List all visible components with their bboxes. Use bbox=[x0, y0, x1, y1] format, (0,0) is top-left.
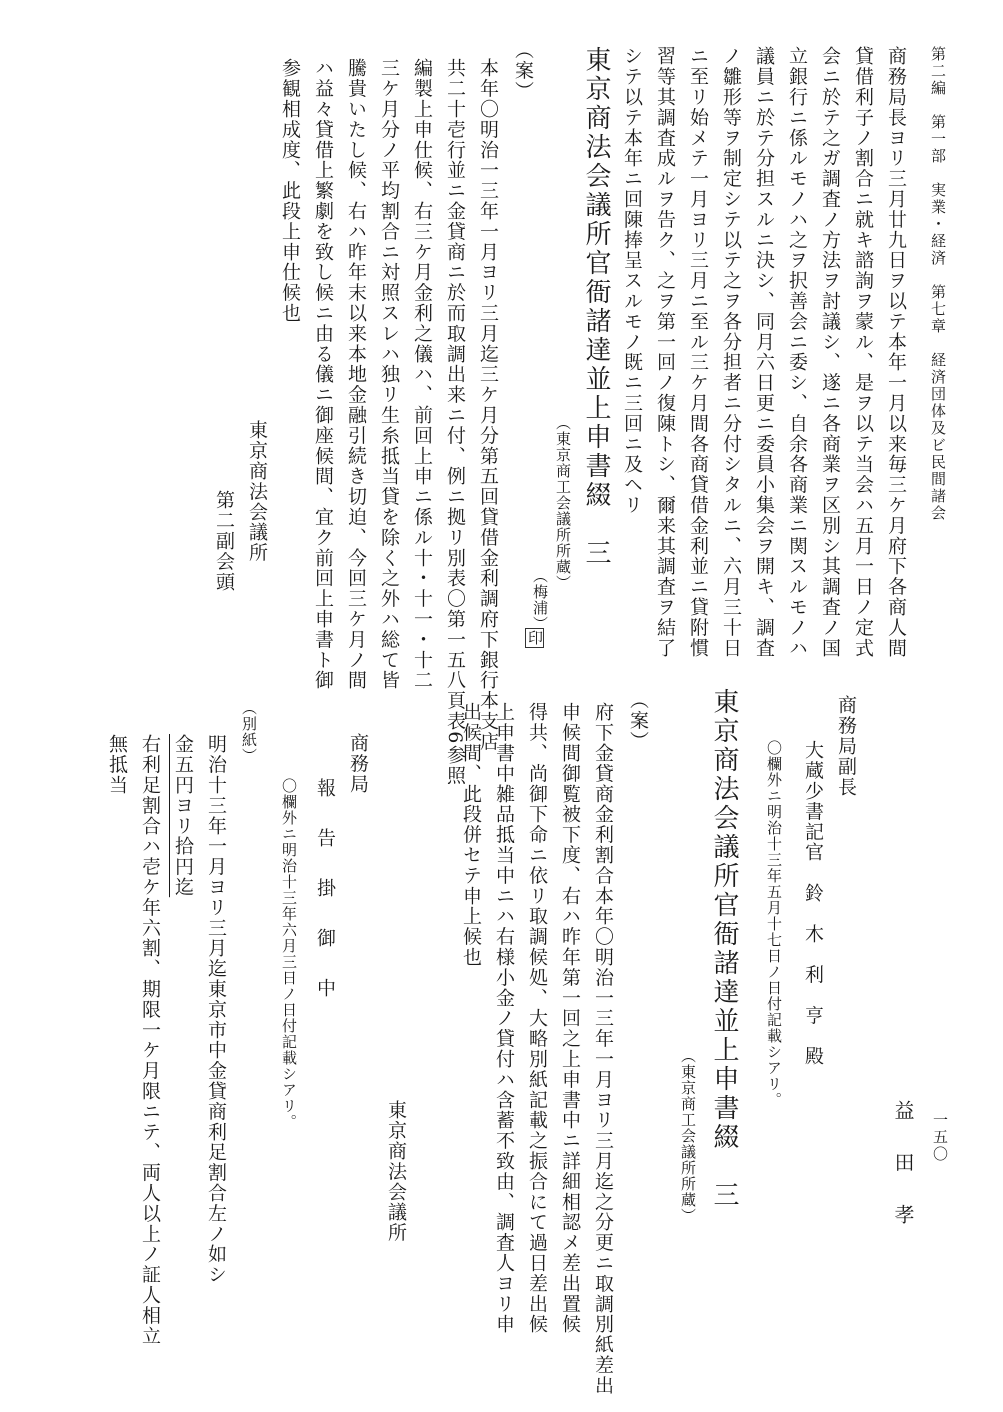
addressee-name: 大蔵少書記官 鈴 木 利 亨 殿 bbox=[802, 740, 824, 1067]
body-line: 本年〇明治一三年一月ヨリ三月迄三ケ月分第五回貸借金利調府下銀行本支店 bbox=[477, 58, 499, 752]
running-title: 第二編 第一部 実業・経済 第七章 経済団体及ビ民間諸会 bbox=[929, 46, 947, 522]
body-line: ハ益々貸借上繁劇を致し候ニ由る儀ニ御座候間、宜ク前回上申書ト御 bbox=[312, 58, 334, 691]
body-line: 府下金貸商金利割合本年〇明治一三年一月ヨリ三月迄之分更ニ取調別紙差出 bbox=[592, 702, 614, 1396]
intro-line: 立銀行ニ係ルモノハ之ヲ択善会ニ委シ、自余各商業ニ関スルモノハ bbox=[786, 46, 808, 658]
intro-line: 商務局長ヨリ三月廿九日ヲ以テ本年一月以来毎三ケ月府下各商人間 bbox=[885, 46, 907, 658]
seal-mark: 印 bbox=[526, 630, 544, 646]
body-line: 上申書中雑品抵当中ニハ右様小金ノ貸付ハ含蓄不致由、調査人ヨリ申 bbox=[493, 702, 515, 1335]
attachment-line: 金五円ヨリ拾円迄 bbox=[172, 734, 194, 898]
body-line: 出候間、此段併セテ申上候也 bbox=[460, 702, 482, 968]
body-line: 共二十壱行並ニ金貸商ニ於而取調出来ニ付、例ニ拠リ別表〇第一五八頁表6参照 bbox=[444, 58, 466, 786]
intro-line: ニ至リ始メテ一月ヨリ三月ニ至ル三ケ月間各商貸借金利並ニ貸附慣 bbox=[687, 46, 709, 658]
body-line: 騰貴いたし候、右ハ昨年末以来本地金融引続き切迫、今回三ケ月ノ間 bbox=[345, 58, 367, 691]
body-line: 得共、尚御下命ニ依リ取調候処、大略別紙記載之振合にて過日差出候 bbox=[526, 702, 548, 1335]
recipient-office: 商務局 bbox=[347, 733, 369, 795]
draft-mark: （案） bbox=[512, 40, 534, 102]
page-number: 一五〇 bbox=[931, 1112, 949, 1163]
attachment-line: 右利足割合ハ壱ケ年六割、期限一ケ月限ニテ、両人以上ノ証人相立 bbox=[139, 734, 161, 1346]
addressee-title: 商務局副長 bbox=[835, 695, 857, 797]
signature-org: 東京商法会議所 bbox=[246, 420, 268, 563]
margin-note: 〇欄外ニ明治十三年五月十七日ノ日付記載シアリ。 bbox=[765, 740, 783, 1108]
signature-org: 東京商法会議所 bbox=[385, 1100, 407, 1243]
intro-line: ノ雛形等ヲ制定シテ以テ之ヲ各分担者ニ分付シタルニ、六月三十日 bbox=[720, 46, 742, 658]
intro-line: 議員ニ於テ分担スルニ決シ、同月六日更ニ委員小集会ヲ開キ、調査 bbox=[753, 46, 775, 658]
draft-mark: （案） bbox=[627, 690, 649, 752]
intro-line: 貸借利子ノ割合ニ就キ諮詢ヲ蒙ル、是ヲ以テ当会ハ五月一日ノ定式 bbox=[852, 46, 874, 658]
signature-title: 第二副会頭 bbox=[213, 490, 235, 592]
body-line: 申候間御覧被下度、右ハ昨年第一回之上申書中ニ詳細相認メ差出置候 bbox=[559, 702, 581, 1335]
intro-line: シテ以テ本年ニ回陳捧呈スルモノ既ニ三回ニ及ヘリ bbox=[621, 46, 643, 516]
attachment-mark: （別紙） bbox=[240, 700, 258, 764]
signature-name: 益 田 孝 bbox=[891, 1100, 915, 1230]
document-title: 東京商法会議所官衙諸達並上申書綴 三 bbox=[581, 46, 611, 568]
intro-line: 会ニ於テ之ガ調査ノ方法ヲ討議シ、遂ニ各商業ヲ区別シ其調査ノ国 bbox=[819, 46, 841, 658]
source-note: （東京商工会議所所蔵） bbox=[554, 415, 572, 591]
attachment-line: 無抵当 bbox=[106, 734, 128, 796]
margin-note: 〇欄外ニ明治十三年六月三日ノ日付記載シアリ。 bbox=[280, 778, 298, 1130]
attachment-line: 明治十三年一月ヨリ三月迄東京市中金貸商利足割合左ノ如シ bbox=[205, 734, 227, 1285]
body-line: 参観相成度、此段上申仕候也 bbox=[279, 58, 301, 324]
intro-line: 習等其調査成ルヲ告ク、之ヲ第一回ノ復陳トシ、爾来其調査ヲ結了 bbox=[654, 46, 676, 658]
recipient-section: 報 告 掛 御 中 bbox=[314, 778, 336, 1003]
body-line: 編製上申仕候、右三ケ月金利之儀ハ、前回上申ニ係ル十・十一・十二 bbox=[411, 58, 433, 691]
body-line: 三ケ月分ノ平均割合ニ対照スレハ独リ生糸抵当貸を除く之外ハ総て皆 bbox=[378, 58, 400, 691]
source-note: （東京商工会議所所蔵） bbox=[679, 1048, 697, 1224]
document-title: 東京商法会議所官衙諸達並上申書綴 三 bbox=[709, 688, 739, 1210]
seal-note: （梅浦） bbox=[531, 568, 549, 632]
